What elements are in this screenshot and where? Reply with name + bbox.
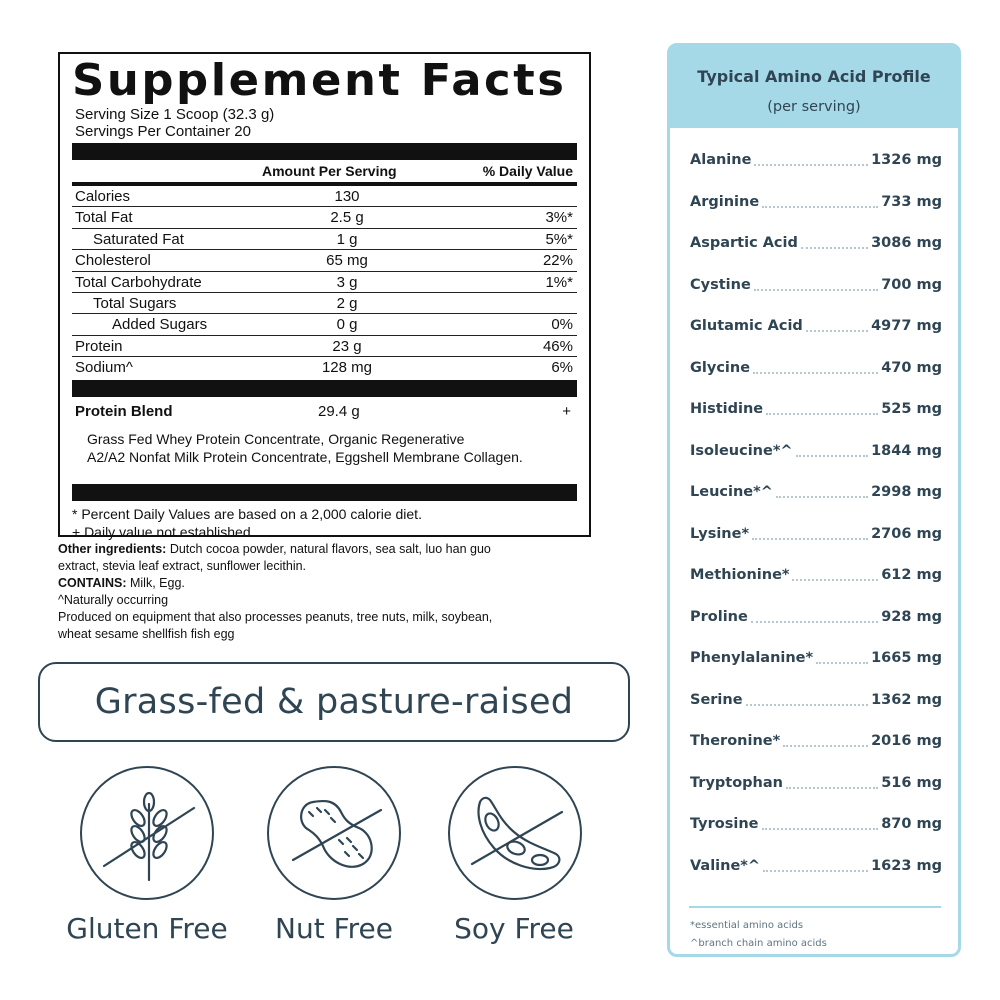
amino-value: 928 mg xyxy=(881,608,942,625)
amino-value: 4977 mg xyxy=(871,318,942,334)
amino-name: Valine*^ xyxy=(690,857,761,874)
amino-row xyxy=(690,858,942,900)
gluten-free-label: Gluten Free xyxy=(66,912,228,945)
branch-chain-note: ^branch chain amino acids xyxy=(690,938,827,949)
nutrient-dv: 46% xyxy=(542,337,573,355)
nutrient-dv: 22% xyxy=(542,252,573,270)
nutrient-dv: 6% xyxy=(551,359,573,377)
ingredients-label: Other ingredients: xyxy=(58,542,167,556)
nutrient-row xyxy=(72,272,577,293)
amino-value: 612 mg xyxy=(881,567,942,583)
amino-name: Cystine xyxy=(690,276,751,293)
amino-name: Leucine*^ xyxy=(690,484,773,500)
nutrient-label: Total Sugars xyxy=(93,294,177,312)
amino-row xyxy=(690,484,942,526)
contains-text: Milk, Egg. xyxy=(126,576,185,590)
leader-dots xyxy=(766,401,878,415)
gluten-free-badge xyxy=(80,766,214,900)
amino-name: Isoleucine*^ xyxy=(690,442,793,459)
leader-dots xyxy=(801,235,868,249)
blend-amount: 29.4 g xyxy=(318,402,360,420)
amino-name: Glutamic Acid xyxy=(690,318,803,334)
amino-value: 2706 mg xyxy=(871,525,942,542)
leader-dots xyxy=(762,816,879,830)
column-header xyxy=(72,160,577,182)
nutrient-row xyxy=(72,293,577,314)
nutrient-amount: 3 g xyxy=(336,273,358,291)
nutrient-dv: 3%* xyxy=(545,209,573,227)
amino-value: 3086 mg xyxy=(871,235,942,251)
amino-divider xyxy=(689,906,941,908)
amino-name: Histidine xyxy=(690,401,764,417)
amino-name: Lysine* xyxy=(690,525,750,542)
soy-free-badge xyxy=(448,766,582,900)
naturally-occurring-note: ^Naturally occurring xyxy=(58,593,169,607)
ingredients-text: Dutch cocoa powder, natural flavors, sea salt, luo han guo xyxy=(166,542,491,556)
amino-header xyxy=(670,46,958,128)
nutrient-amount: 1 g xyxy=(336,230,358,248)
leader-dots xyxy=(806,318,868,332)
essential-note: *essential amino acids xyxy=(690,920,804,931)
amount-per-serving-header: Amount Per Serving xyxy=(262,163,397,179)
leader-dots xyxy=(754,277,878,291)
amino-notes xyxy=(690,917,827,953)
amino-value: 870 mg xyxy=(881,816,942,832)
leader-dots xyxy=(751,609,878,623)
footnote-not-established: + Daily value not established. xyxy=(72,523,255,540)
leader-dots xyxy=(763,858,868,872)
amino-row xyxy=(690,318,942,360)
amino-value: 700 mg xyxy=(881,276,942,293)
soy-free-label: Soy Free xyxy=(454,912,574,945)
nutrient-table xyxy=(72,186,577,379)
nutrient-label: Total Carbohydrate xyxy=(75,273,202,291)
nutrient-dv: 5%* xyxy=(545,230,573,248)
supplement-facts-panel xyxy=(58,52,591,540)
leader-dots xyxy=(776,484,868,498)
nutrient-label: Sodium^ xyxy=(75,359,133,377)
amino-value: 733 mg xyxy=(881,193,942,210)
allergen-equipment-note: wheat sesame shellfish fish egg xyxy=(58,627,235,641)
leader-dots xyxy=(786,775,878,789)
nutrient-label: Added Sugars xyxy=(112,316,208,334)
amino-name: Aspartic Acid xyxy=(690,235,798,251)
amino-row xyxy=(690,194,942,236)
amino-row xyxy=(690,443,942,485)
daily-value-header: % Daily Value xyxy=(482,163,573,179)
footnotes xyxy=(72,505,577,541)
amino-name: Proline xyxy=(690,608,748,625)
amino-value: 516 mg xyxy=(881,774,942,791)
amino-row xyxy=(690,401,942,443)
soybean-crossed-icon xyxy=(450,768,584,902)
leader-dots xyxy=(762,194,878,208)
amino-value: 470 mg xyxy=(881,359,942,376)
nutrient-label: Saturated Fat xyxy=(93,230,184,248)
leader-dots xyxy=(792,567,878,581)
nutrient-row xyxy=(72,357,577,378)
leader-dots xyxy=(753,360,878,374)
nutrient-row xyxy=(72,314,577,335)
amino-name: Methionine* xyxy=(690,567,790,583)
footnote-daily-values: * Percent Daily Values are based on a 2,000 calorie diet. xyxy=(72,505,422,522)
blend-description-line: Grass Fed Whey Protein Concentrate, Organic Regenerative xyxy=(87,430,465,447)
other-ingredients xyxy=(58,541,598,643)
protein-blend-row xyxy=(72,397,577,427)
amino-value: 2998 mg xyxy=(871,484,942,500)
nut-free-badge xyxy=(267,766,401,900)
divider-bar xyxy=(72,484,577,501)
amino-name: Serine xyxy=(690,691,743,708)
servings-per-container: Servings Per Container 20 xyxy=(75,123,251,140)
allergen-equipment-note: Produced on equipment that also processes peanuts, tree nuts, milk, soybean, xyxy=(58,610,493,624)
amino-value: 525 mg xyxy=(881,401,942,417)
nutrient-label: Protein xyxy=(75,337,123,355)
blend-description-line: A2/A2 Nonfat Milk Protein Concentrate, Eggshell Membrane Collagen. xyxy=(87,448,523,465)
nutrient-amount: 2 g xyxy=(336,294,358,312)
nutrient-amount: 2.5 g xyxy=(330,209,364,227)
amino-row xyxy=(690,360,942,402)
leader-dots xyxy=(783,733,868,747)
facts-title: Supplement Facts xyxy=(72,55,567,106)
nutrient-dv: 0% xyxy=(551,316,573,334)
wheat-crossed-icon xyxy=(82,768,216,902)
leader-dots xyxy=(754,152,868,166)
amino-row xyxy=(690,277,942,319)
divider-bar xyxy=(72,143,577,160)
amino-name: Tryptophan xyxy=(690,774,783,791)
amino-value: 1326 mg xyxy=(871,152,942,168)
nutrient-dv: 1%* xyxy=(545,273,573,291)
amino-value: 1362 mg xyxy=(871,691,942,708)
nutrient-amount: 130 xyxy=(334,188,360,205)
leader-dots xyxy=(816,650,868,664)
amino-row xyxy=(690,609,942,651)
amino-acid-panel xyxy=(667,43,961,957)
amino-row xyxy=(690,235,942,277)
nutrient-row xyxy=(72,229,577,250)
amino-name: Alanine xyxy=(690,152,752,168)
amino-value: 2016 mg xyxy=(871,733,942,749)
peanut-crossed-icon xyxy=(269,768,403,902)
nutrient-label: Calories xyxy=(75,188,131,205)
nutrient-label: Total Fat xyxy=(75,209,133,227)
nutrient-amount: 23 g xyxy=(332,337,362,355)
amino-name: Phenylalanine* xyxy=(690,650,814,666)
amino-list xyxy=(690,152,942,899)
amino-subtitle: (per serving) xyxy=(767,99,861,115)
amino-row xyxy=(690,650,942,692)
nutrient-amount: 65 mg xyxy=(326,252,368,270)
nutrient-amount: 128 mg xyxy=(321,359,373,377)
leader-dots xyxy=(746,692,869,706)
amino-row xyxy=(690,775,942,817)
amino-row xyxy=(690,567,942,609)
amino-value: 1623 mg xyxy=(871,857,942,874)
leader-dots xyxy=(752,526,868,540)
contains-label: CONTAINS: xyxy=(58,576,127,590)
amino-name: Glycine xyxy=(690,359,751,376)
nutrient-row xyxy=(72,336,577,357)
amino-row xyxy=(690,692,942,734)
nutrient-row xyxy=(72,207,577,228)
amino-row xyxy=(690,816,942,858)
nut-free-label: Nut Free xyxy=(275,912,393,945)
amino-row xyxy=(690,152,942,194)
amino-name: Tyrosine xyxy=(690,816,759,832)
nutrient-label: Cholesterol xyxy=(75,252,151,270)
amino-value: 1665 mg xyxy=(871,650,942,666)
blend-dv: + xyxy=(562,402,571,420)
divider-bar xyxy=(72,380,577,397)
ingredients-text: extract, stevia leaf extract, sunflower lecithin. xyxy=(58,559,307,573)
amino-title: Typical Amino Acid Profile xyxy=(697,67,931,86)
amino-value: 1844 mg xyxy=(871,442,942,459)
amino-name: Theronine* xyxy=(690,733,781,749)
nutrient-row xyxy=(72,186,577,207)
leader-dots xyxy=(796,443,869,457)
amino-name: Arginine xyxy=(690,193,760,210)
blend-label: Protein Blend xyxy=(75,402,173,420)
blend-description xyxy=(72,427,577,481)
nutrient-amount: 0 g xyxy=(336,316,358,334)
amino-row xyxy=(690,526,942,568)
amino-row xyxy=(690,733,942,775)
grass-fed-banner: Grass-fed & pasture-raised xyxy=(38,662,630,742)
nutrient-row xyxy=(72,250,577,271)
serving-size: Serving Size 1 Scoop (32.3 g) xyxy=(75,106,275,123)
